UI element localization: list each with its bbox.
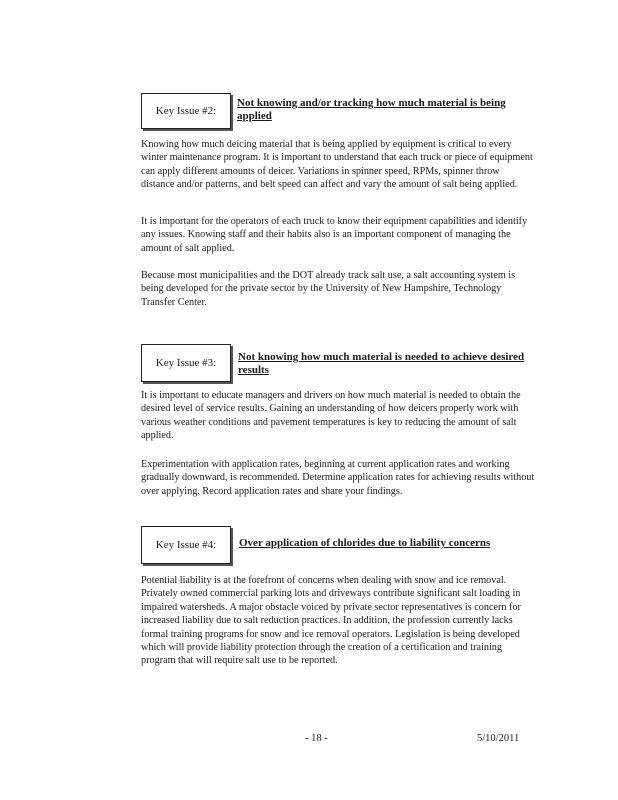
key-issue-3-label: Key Issue #3: <box>155 357 217 369</box>
key-issue-3-paragraph-2: Experimentation with application rates, beginning at current application rates and working gradually downward, is recommended. Determine application rates for achieving results without over applying. Record application rates and share your findings. <box>141 459 535 497</box>
key-issue-4-label: Key Issue #4: <box>155 539 217 551</box>
key-issue-2-paragraph-1: Knowing how much deicing material that is being applied by equipment is critical to every winter maintenance program. It is important to understand that each truck or piece of equipment can apply different amounts of deicer. Variations in spinner speed, RPMs, spinner throw distance and/or patterns, and belt speed can affect and vary the amount of salt being applied. <box>141 139 533 191</box>
key-issue-4-paragraph-1: Potential liability is at the forefront of concerns when dealing with snow and ice removal. Privately owned commercial parking lots and driveways contribute significant salt loading in impaired watersheds. A major obstacle voiced by private sector representatives is concern for increased liability due to salt reduction practices. In addition, the profession currently lacks formal training programs for snow and ice removal operators. Legislation is being developed which will provide liability protection through the creation of a certification and training program that will require salt use to be reported. <box>141 575 521 667</box>
key-issue-2-label: Key Issue #2: <box>155 105 217 117</box>
key-issue-4-label-box <box>141 526 231 564</box>
key-issue-3-paragraph-1: It is important to educate managers and drivers on how much material is needed to obtain the desired level of service results. Gaining an understanding of how deicers properly work with various weather conditions and pavement temperatures is key to reducing the amount of salt applied. <box>141 390 521 442</box>
key-issue-2-label-box <box>141 93 231 129</box>
key-issue-2-title: Not knowing and/or tracking how much material is being applied <box>237 97 506 122</box>
key-issue-2-paragraph-2: It is important for the operators of each truck to know their equipment capabilities and identify any issues. Knowing staff and their habits also is an important component of managing the amount of salt applied. <box>141 216 528 254</box>
key-issue-3-label-box <box>141 344 231 382</box>
key-issue-4-title: Over application of chlorides due to liability concerns <box>239 537 491 549</box>
footer-date: 5/10/2011 <box>477 733 520 744</box>
key-issue-2-paragraph-3: Because most municipalities and the DOT already track salt use, a salt accounting system is being developed for the private sector by the University of New Hampshire, Technology Transfer Center. <box>141 270 516 308</box>
page-number: - 18 - <box>305 733 328 744</box>
key-issue-3-title: Not knowing how much material is needed to achieve desired results <box>238 351 525 376</box>
